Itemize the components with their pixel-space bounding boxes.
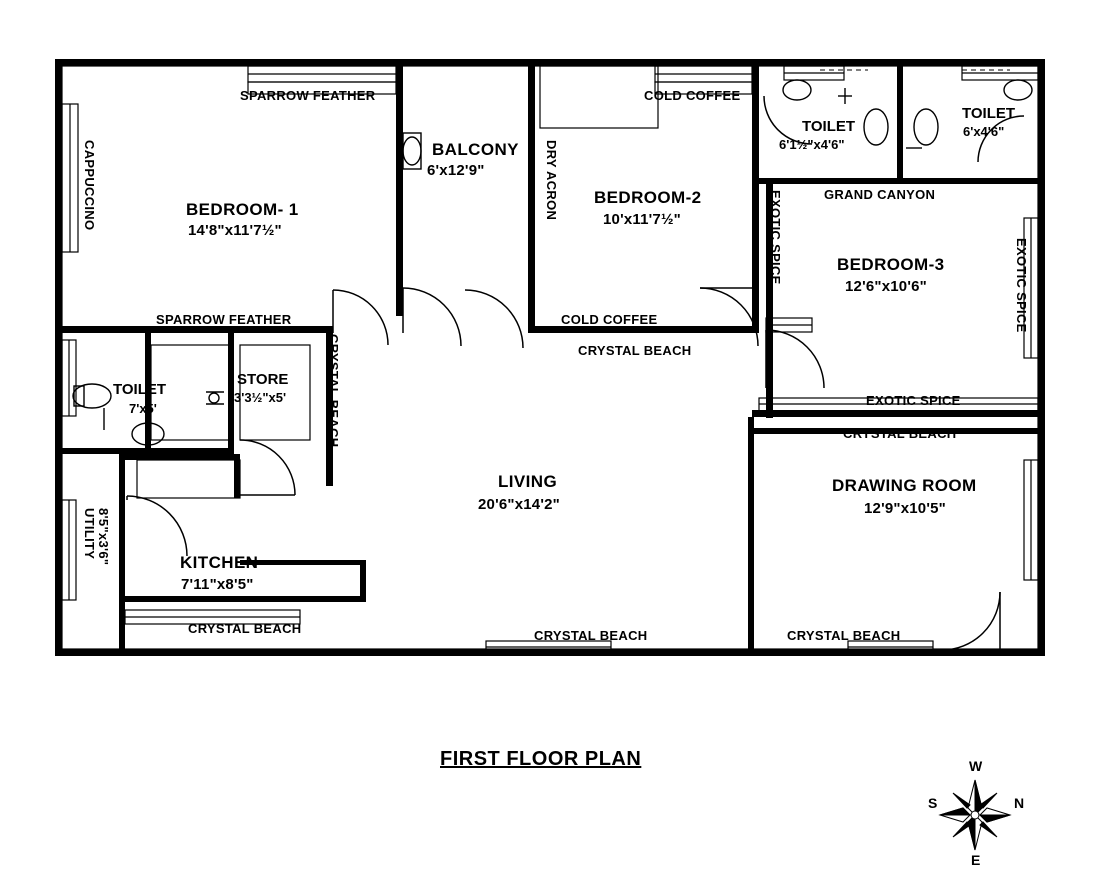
room-label-bedroom2-dim: 10'x11'7½" [603, 211, 681, 228]
room-label-bedroom1-dim: 14'8"x11'7½" [188, 222, 282, 239]
wall-tag-sparrow-feather-top: SPARROW FEATHER [240, 88, 376, 103]
wall-tag-cold-coffee-top: COLD COFFEE [644, 88, 741, 103]
room-label-balcony-name: BALCONY [432, 140, 519, 159]
room-label-toilet-right-dim: 6'x4'6" [963, 124, 1005, 139]
wall-tag-crystal-beach-vert: CRYSTAL BEACH [326, 334, 341, 448]
wall-tag-sparrow-feather-mid: SPARROW FEATHER [156, 312, 292, 327]
wall-tag-cold-coffee-mid: COLD COFFEE [561, 312, 658, 327]
compass-label-south: S [928, 795, 938, 811]
wall-tag-crystal-beach-drawing: CRYSTAL BEACH [787, 628, 901, 643]
room-label-toilet-mid-name: TOILET [802, 118, 856, 135]
room-label-balcony-dim: 6'x12'9" [427, 162, 485, 179]
wall-tag-dry-acron: DRY ACRON [544, 140, 559, 221]
room-label-utility-name: UTILITY [82, 508, 97, 560]
room-label-drawing-name: DRAWING ROOM [832, 476, 977, 495]
room-label-store-dim: 3'3½"x5' [234, 390, 287, 405]
room-label-store-name: STORE [237, 371, 289, 388]
room-label-kitchen-name: KITCHEN [180, 553, 259, 572]
room-label-living-name: LIVING [498, 472, 558, 491]
wall-tag-crystal-beach-kitchen: CRYSTAL BEACH [188, 621, 302, 636]
compass-label-east: E [971, 852, 981, 868]
room-label-toilet-right-name: TOILET [962, 105, 1016, 122]
room-label-bedroom3-dim: 12'6"x10'6" [845, 278, 927, 295]
wall-tag-exotic-spice-right: EXOTIC SPICE [1014, 238, 1029, 333]
wall-tag-cappuccino: CAPPUCCINO [82, 140, 97, 231]
room-label-drawing-dim: 12'9"x10'5" [864, 500, 946, 517]
room-label-living-dim: 20'6"x14'2" [478, 496, 560, 513]
wall-tag-exotic-spice-left: EXOTIC SPICE [768, 190, 783, 285]
room-label-toilet-mid-dim: 6'1½"x4'6" [779, 137, 845, 152]
room-label-toilet-left-name: TOILET [113, 381, 167, 398]
room-label-toilet-left-dim: 7'x5' [129, 401, 157, 416]
room-label-bedroom1-name: BEDROOM- 1 [186, 200, 299, 219]
room-label-kitchen-dim: 7'11"x8'5" [181, 576, 254, 593]
wall-tag-crystal-beach-mid: CRYSTAL BEACH [578, 343, 692, 358]
room-label-bedroom3-name: BEDROOM-3 [837, 255, 945, 274]
room-label-utility-dim: 8'5"x3'6" [96, 508, 111, 566]
wall-tag-crystal-beach-living: CRYSTAL BEACH [534, 628, 648, 643]
compass-label-west: W [969, 758, 983, 774]
wall-tag-grand-canyon: GRAND CANYON [824, 187, 936, 202]
wall-tag-exotic-spice-bottom: EXOTIC SPICE [866, 393, 961, 408]
wall-tag-crystal-beach-right: CRYSTAL BEACH [843, 426, 957, 441]
compass-label-north: N [1014, 795, 1025, 811]
room-label-bedroom2-name: BEDROOM-2 [594, 188, 702, 207]
drawing-title: FIRST FLOOR PLAN [440, 748, 642, 770]
